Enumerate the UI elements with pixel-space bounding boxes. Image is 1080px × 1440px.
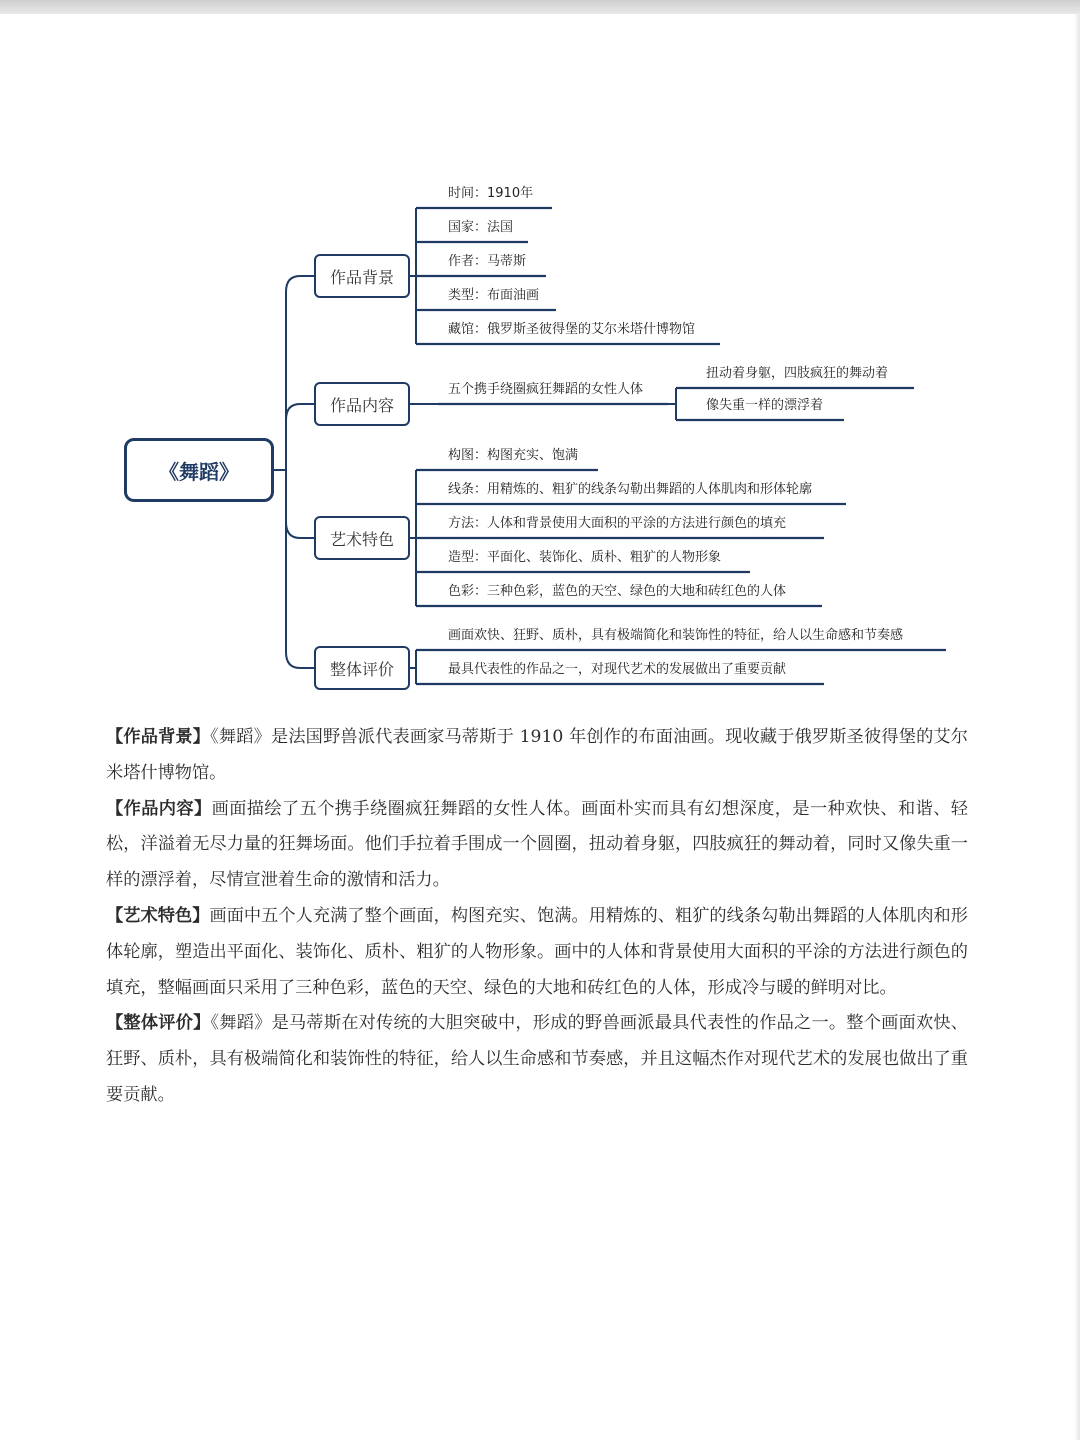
paragraph-evaluation bbox=[106, 1006, 968, 1113]
leaf-evaluation-1: 画面欢快、狂野、质朴，具有极端简化和装饰性的特征，给人以生命感和节奏感 bbox=[448, 628, 904, 643]
subleaf-floating: 像失重一样的漂浮着 bbox=[706, 398, 824, 413]
paragraph-text: 《舞蹈》是马蒂斯在对传统的大胆突破中，形成的野兽画派最具代表性的作品之一。整个画面欢快、狂野、质朴，具有极端简化和装饰性的特征，给人以生命感和节奏感，并且这幅杰作对现代艺术的发展也做出了重要贡献。 bbox=[106, 1013, 968, 1105]
branch-evaluation: 整体评价 bbox=[314, 646, 410, 690]
leaf-composition: 构图：构图充实、饱满 bbox=[448, 448, 579, 463]
leaf-lines: 线条：用精炼的、粗犷的线条勾勒出舞蹈的人体肌肉和形体轮廓 bbox=[448, 482, 813, 497]
leaf-author: 作者：马蒂斯 bbox=[448, 254, 527, 269]
connector-branch-1 bbox=[286, 276, 314, 470]
leaf-content: 五个携手绕圈疯狂舞蹈的女性人体 bbox=[448, 382, 644, 397]
leaf-museum: 藏馆：俄罗斯圣彼得堡的艾尔米塔什博物馆 bbox=[448, 322, 696, 337]
branch-content: 作品内容 bbox=[314, 382, 410, 426]
branch-art-features: 艺术特色 bbox=[314, 516, 410, 560]
leaf-method: 方法：人体和背景使用大面积的平涂的方法进行颜色的填充 bbox=[448, 516, 787, 531]
bracket-branch-4 bbox=[410, 650, 416, 684]
subleaf-twisting: 扭动着身躯，四肢疯狂的舞动着 bbox=[706, 366, 889, 381]
paragraph-text: 画面中五个人充满了整个画面，构图充实、饱满。用精炼的、粗犷的线条勾勒出舞蹈的人体肌肉和形体轮廓，塑造出平面化、装饰化、质朴、粗犷的人物形象。画中的人体和背景使用大面积的平涂的方法进行颜色的填充，整幅画面只采用了三种色彩，蓝色的天空、绿色的大地和砖红色的人体，形成冷与暖的鲜明对比。 bbox=[106, 905, 968, 998]
branch-background: 作品背景 bbox=[314, 254, 410, 298]
leaf-type: 类型：布面油画 bbox=[448, 288, 540, 303]
bracket-branch-1 bbox=[410, 208, 416, 344]
leaf-country: 国家：法国 bbox=[448, 220, 514, 235]
leaf-modeling: 造型：平面化、装饰化、质朴、粗犷的人物形象 bbox=[448, 550, 722, 565]
connector-branch-3 bbox=[286, 470, 314, 538]
paragraph-background bbox=[106, 720, 968, 792]
leaf-evaluation-2: 最具代表性的作品之一，对现代艺术的发展做出了重要贡献 bbox=[448, 662, 787, 677]
paragraph-text: 《舞蹈》是法国野兽派代表画家马蒂斯于 1910 年创作的布面油画。现收藏于俄罗斯圣彼得堡的艾尔米塔什博物馆。 bbox=[106, 727, 968, 783]
connector-branch-2 bbox=[286, 404, 314, 470]
bracket-branch-2-sub bbox=[668, 388, 676, 420]
paragraph-art-features bbox=[106, 899, 968, 1006]
leaf-time: 时间：1910年 bbox=[448, 186, 534, 201]
paragraph-tag: 【作品内容】 bbox=[106, 798, 212, 819]
connector-branch-4 bbox=[286, 470, 314, 668]
bracket-branch-3 bbox=[410, 470, 416, 606]
paragraph-tag: 【整体评价】 bbox=[106, 1013, 211, 1034]
paragraph-text: 画面描绘了五个携手绕圈疯狂舞蹈的女性人体。画面朴实而具有幻想深度，是一种欢快、和谐、轻松，洋溢着无尽力量的狂舞场面。他们手拉着手围成一个圆圈，扭动着身躯，四肢疯狂的舞动着，同时又像失重一样的漂浮着，尽情宣泄着生命的激情和活力。 bbox=[106, 798, 968, 891]
paragraph-content bbox=[106, 792, 968, 899]
leaf-color: 色彩：三种色彩，蓝色的天空、绿色的大地和砖红色的人体 bbox=[448, 584, 787, 599]
paragraph-tag: 【艺术特色】 bbox=[106, 905, 210, 926]
article-body bbox=[106, 720, 968, 1114]
paragraph-tag: 【作品背景】 bbox=[106, 727, 211, 747]
mind-map-root: 《舞蹈》 bbox=[124, 438, 274, 502]
